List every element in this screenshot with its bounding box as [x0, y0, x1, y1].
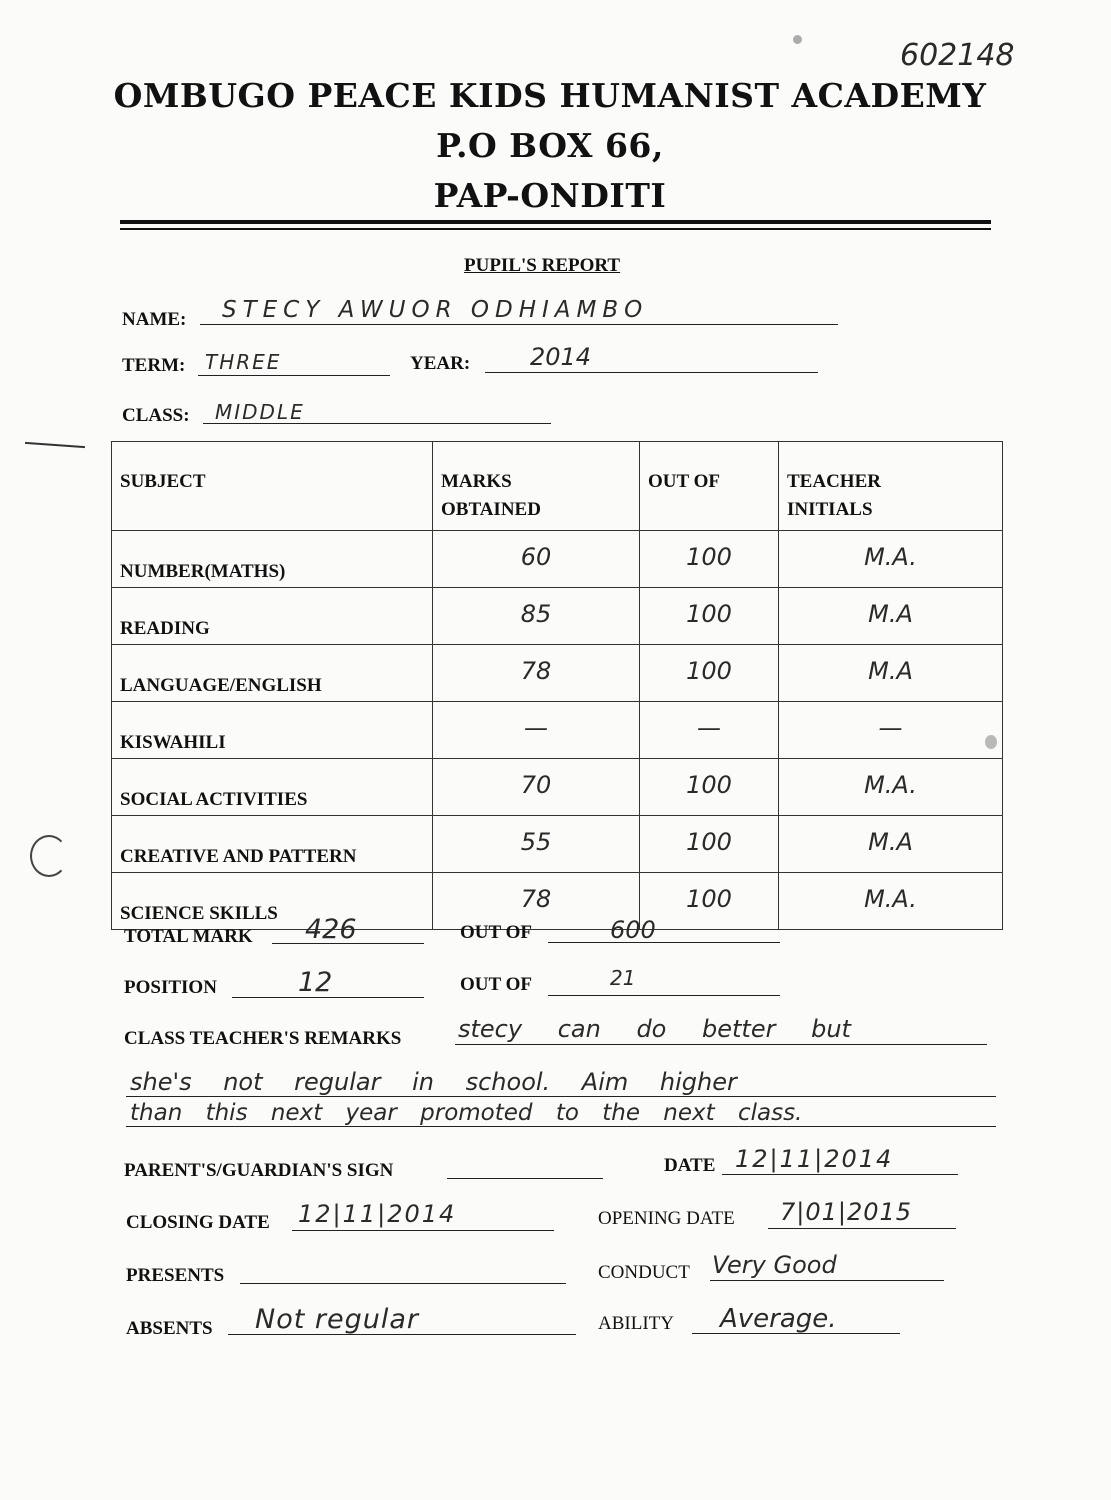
name-label: NAME: [122, 309, 187, 330]
ability-label: ABILITY [598, 1313, 674, 1334]
position-outof-label: OUT OF [460, 974, 532, 995]
initials-cell: M.A. [779, 873, 1003, 930]
closing-date-label: CLOSING DATE [126, 1212, 270, 1233]
total-outof-value: 600 [610, 916, 656, 944]
position-label: POSITION [124, 977, 217, 998]
table-row [112, 588, 1003, 645]
class-value: MIDDLE [215, 400, 305, 424]
table-row [112, 816, 1003, 873]
outof-cell: — [640, 702, 779, 759]
class-label: CLASS: [122, 405, 190, 426]
opening-date-label: OPENING DATE [598, 1208, 735, 1229]
outof-cell: 100 [640, 759, 779, 816]
name-value: STECY AWUOR ODHIAMBO [222, 297, 649, 323]
initials-cell: M.A. [779, 531, 1003, 588]
initials-cell: M.A [779, 816, 1003, 873]
term-label: TERM: [122, 355, 186, 376]
document-number: 602148 [900, 38, 1015, 73]
header-rule-thick [120, 220, 991, 224]
subject-cell: KISWAHILI [112, 702, 433, 759]
outof-cell: 100 [640, 645, 779, 702]
marks-cell: — [433, 702, 640, 759]
initials-cell: M.A [779, 588, 1003, 645]
position-outof-value: 21 [610, 966, 636, 990]
subject-cell: SCIENCE SKILLS [112, 873, 433, 930]
header-teacher-initials: TEACHER INITIALS [779, 442, 1003, 531]
absents-value: Not regular [255, 1304, 419, 1335]
table-row [112, 702, 1003, 759]
marks-cell: 60 [433, 531, 640, 588]
remarks-label: CLASS TEACHER'S REMARKS [124, 1028, 402, 1049]
date-label: DATE [664, 1155, 716, 1176]
conduct-value: Very Good [712, 1251, 837, 1279]
year-label: YEAR: [410, 353, 471, 374]
table-row [112, 531, 1003, 588]
table-row [112, 645, 1003, 702]
margin-stroke-mark [25, 442, 85, 448]
school-address-town: PAP-ONDITI [433, 176, 667, 215]
remarks-text-2: she's not regular in school. Aim higher [130, 1068, 737, 1096]
parent-sign-label: PARENT'S/GUARDIAN'S SIGN [124, 1160, 394, 1181]
initials-cell: M.A. [779, 759, 1003, 816]
marks-cell: 78 [433, 873, 640, 930]
marks-cell: 55 [433, 816, 640, 873]
position-value: 12 [298, 967, 333, 998]
initials-cell: M.A [779, 645, 1003, 702]
total-mark-value: 426 [305, 914, 357, 945]
remarks-text-3: than this next year promoted to the next class. [130, 1100, 803, 1126]
marks-cell: 78 [433, 645, 640, 702]
marks-table [111, 441, 1003, 930]
outof-cell: 100 [640, 531, 779, 588]
subject-cell: CREATIVE AND PATTERN [112, 816, 433, 873]
outof-cell: 100 [640, 816, 779, 873]
conduct-label: CONDUCT [598, 1262, 690, 1283]
ability-value: Average. [720, 1304, 837, 1334]
position-outof-line [548, 969, 780, 996]
subject-cell: READING [112, 588, 433, 645]
margin-circle-mark [30, 835, 68, 877]
school-name: OMBUGO PEACE KIDS HUMANIST ACADEMY [113, 76, 987, 115]
marks-cell: 85 [433, 588, 640, 645]
presents-line [240, 1257, 566, 1284]
outof-cell: 100 [640, 873, 779, 930]
parent-sign-line [447, 1152, 603, 1179]
header-out-of: OUT OF [640, 442, 779, 531]
presents-label: PRESENTS [126, 1265, 225, 1286]
year-value: 2014 [530, 343, 592, 371]
school-address-box: P.O BOX 66, [436, 126, 664, 165]
total-outof-line [548, 916, 780, 943]
subject-cell: SOCIAL ACTIVITIES [112, 759, 433, 816]
opening-date-value: 7|01|2015 [780, 1198, 913, 1226]
table-header-row [112, 442, 1003, 531]
marks-cell: 70 [433, 759, 640, 816]
scan-speck [793, 35, 802, 44]
subject-cell: NUMBER(MATHS) [112, 531, 433, 588]
outof-cell: 100 [640, 588, 779, 645]
date-value: 12|11|2014 [735, 1145, 894, 1173]
initials-cell: — [779, 702, 1003, 759]
total-mark-label: TOTAL MARK [124, 926, 253, 947]
report-title: PUPIL'S REPORT [464, 255, 621, 276]
total-outof-label: OUT OF [460, 922, 532, 943]
closing-date-value: 12|11|2014 [298, 1200, 457, 1228]
table-row [112, 759, 1003, 816]
absents-label: ABSENTS [126, 1318, 213, 1339]
term-value: THREE [205, 350, 282, 374]
subject-cell: LANGUAGE/ENGLISH [112, 645, 433, 702]
header-subject: SUBJECT [112, 442, 433, 531]
header-rule-thin [120, 228, 991, 230]
remarks-text-1: stecy can do better but [458, 1015, 851, 1043]
header-marks-obtained: MARKS OBTAINED [433, 442, 640, 531]
